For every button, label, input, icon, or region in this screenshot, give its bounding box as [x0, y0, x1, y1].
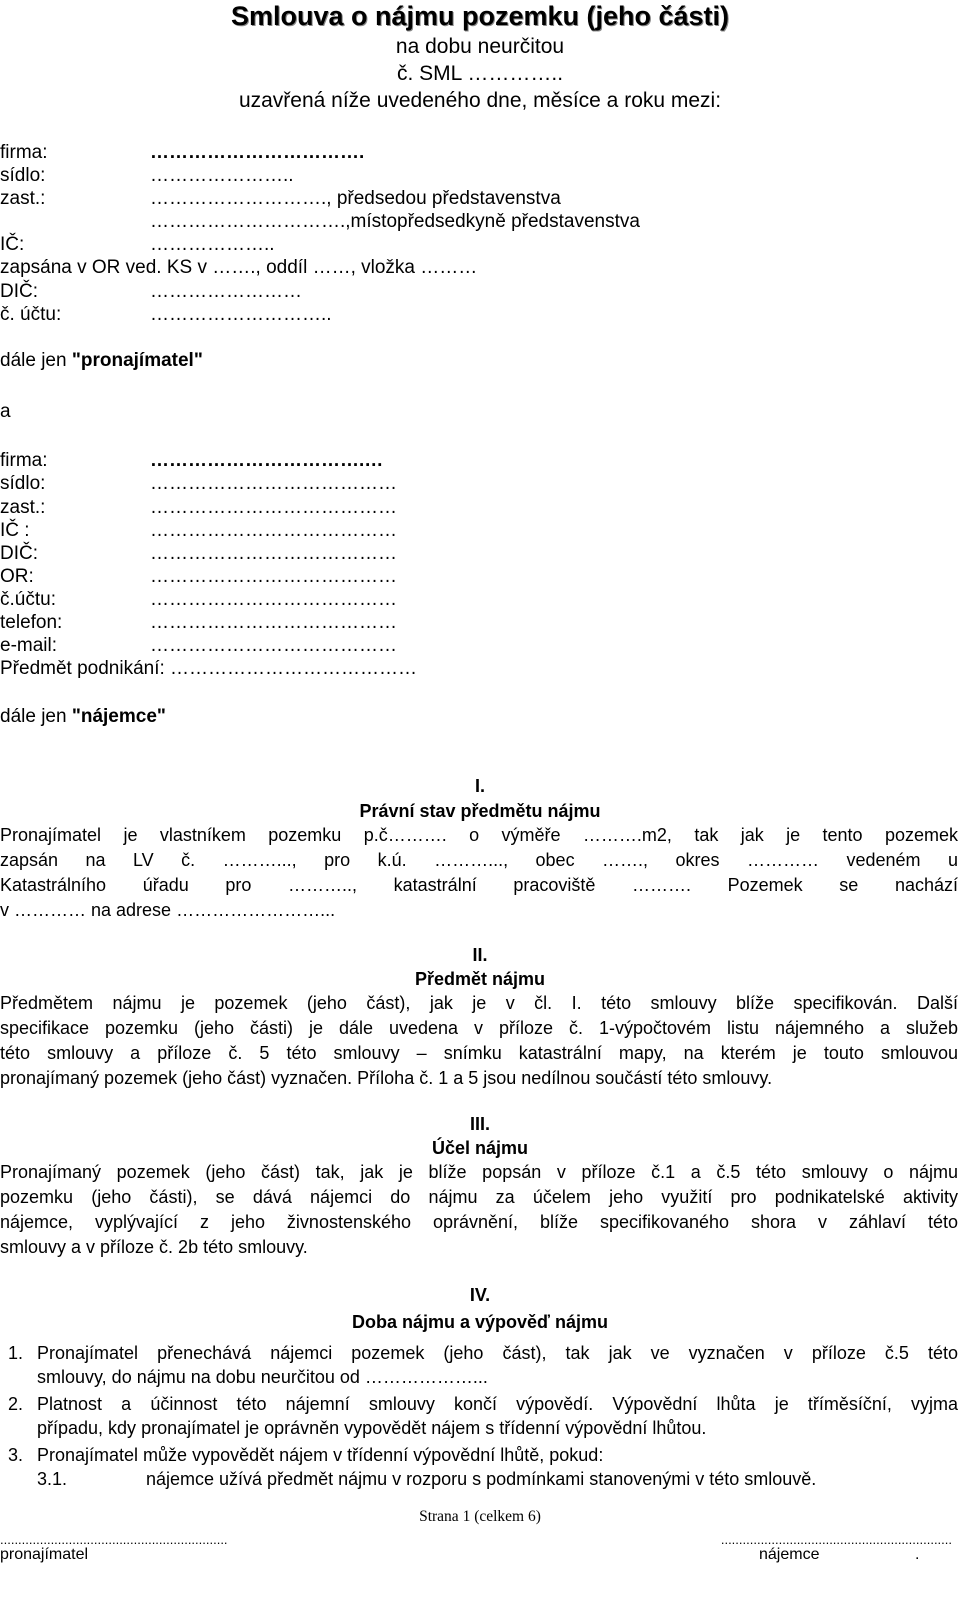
section-2-title: Předmět nájmu [414, 969, 546, 989]
section-4-title: Doba nájmu a výpověď nájmu [352, 1312, 608, 1332]
list-item-number: 1. [8, 1343, 24, 1363]
landlord-signature-label: pronajímatel [0, 1546, 89, 1563]
tenant-signature-label: nájemce [759, 1546, 820, 1563]
landlord-ic-label: IČ: [0, 234, 25, 255]
tenant-ic-value: ………………………………… [150, 520, 397, 541]
landlord-alias: dále jen "pronajímatel" [0, 350, 203, 371]
list-item-continued: smlouvy, do nájmu na dobu neurčitou od ………………... [37, 1367, 488, 1387]
tenant-account-value: ………………………………… [150, 589, 397, 610]
tenant-zast-label: zast.: [0, 497, 46, 518]
section-3-text: Pronajímaný pozemek (jeho část) tak, jak je blíže popsán v příloze č.1 a č.5 této smlouvy o nájmu pozemku (jeho části), se dává nájemci do nájmu za účelem jeho využití pro podnikatelské aktivity nájemce, vyplývající z jeho živnostenského oprávnění, blíže specifikovaného shora v záhlaví této smlouvy a v příloze č. 2b této smlouvy. [0, 1162, 958, 1257]
tenant-dic-label: DIČ: [0, 543, 38, 564]
tenant-zast-value: ………………………………… [150, 497, 397, 518]
landlord-sidlo-value: ………………….. [150, 165, 294, 186]
tenant-signature-dot: . [915, 1546, 920, 1563]
contract-number: č. SML ………….. [396, 62, 564, 85]
list-item: Platnost a účinnost této nájemní smlouvy končí výpovědí. Výpovědní lhůta je tříměsíční, vyjma [37, 1394, 958, 1414]
term-line: na dobu neurčitou [395, 35, 565, 58]
tenant-ic-label: IČ : [0, 520, 30, 541]
list-item-number: 3. [8, 1445, 24, 1465]
tenant-or-value: ………………………………… [150, 566, 397, 587]
landlord-firma-label: firma: [0, 142, 48, 163]
list-item-continued: případu, kdy pronajímatel je oprávněn vypovědět nájem s třídenní výpovědní lhůtou. [37, 1418, 707, 1438]
page-number: Strana 1 (celkem 6) [419, 1508, 541, 1525]
landlord-sidlo-label: sídlo: [0, 165, 46, 186]
tenant-sidlo-value: ………………………………… [150, 473, 397, 494]
section-4-number: IV. [469, 1285, 491, 1305]
landlord-account-label: č. účtu: [0, 304, 62, 325]
section-3-title: Účel nájmu [431, 1138, 529, 1158]
landlord-dic-value: …………………… [150, 281, 302, 302]
sub-item: nájemce užívá předmět nájmu v rozporu s podmínkami stanovenými v této smlouvě. [146, 1469, 817, 1489]
tenant-business: Předmět podnikání: ………………………………… [0, 658, 418, 679]
landlord-ic-value: ……………….. [150, 234, 275, 255]
landlord-zast-label: zast.: [0, 188, 46, 209]
section-2-number: II. [472, 945, 488, 965]
tenant-alias: dále jen "nájemce" [0, 706, 166, 727]
sub-item-number: 3.1. [37, 1469, 68, 1489]
document-title: Smlouva o nájmu pozemku (jeho části) [230, 1, 730, 31]
section-1-number: I. [474, 776, 485, 796]
tenant-firma-value: …………………………….… [150, 450, 384, 471]
tenant-signature-line: ................................................................ [720, 1532, 952, 1547]
tenant-phone-label: telefon: [0, 612, 63, 633]
tenant-email-value: ………………………………… [150, 635, 397, 656]
tenant-sidlo-label: sídlo: [0, 473, 46, 494]
tenant-account-label: č.účtu: [0, 589, 56, 610]
landlord-dic-label: DIČ: [0, 281, 38, 302]
tenant-email-label: e-mail: [0, 635, 58, 656]
section-3-number: III. [469, 1114, 490, 1134]
landlord-zast2-value: ………………………….,místopředsedkyně představenstva [150, 211, 640, 232]
list-item: Pronajímatel může vypovědět nájem v třídenní výpovědní lhůtě, pokud: [37, 1445, 604, 1465]
tenant-phone-value: ………………………………… [150, 612, 397, 633]
section-2-text: Předmětem nájmu je pozemek (jeho část), jak je v čl. I. této smlouvy blíže specifikován. Další specifikace pozemku (jeho části) je dále uvedena v příloze č. 1-výpočtovém listu nájemného a služeb této smlouvy a příloze č. 5 této smlouvy – snímku katastrální mapy, na kterém je touto smlouvou pronajímaný pozemek (jeho část) vyznačen. Příloha č. 1 a 5 jsou nedílnou součástí této smlouvy. [0, 993, 958, 1088]
landlord-firma-value: ……………………………. [150, 142, 365, 163]
tenant-dic-value: ………………………………… [150, 543, 397, 564]
landlord-account-value: ……………………….. [150, 304, 332, 325]
and-word: a [0, 401, 11, 422]
list-item: Pronajímatel přenechává nájemci pozemek (jeho část), tak jak ve vyznačen v příloze č.5 této [37, 1343, 958, 1363]
tenant-or-label: OR: [0, 566, 34, 587]
list-item-number: 2. [8, 1394, 24, 1414]
tenant-firma-label: firma: [0, 450, 48, 471]
section-1-title: Právní stav předmětu nájmu [359, 801, 601, 821]
landlord-signature-line: ............................................................... [0, 1532, 228, 1547]
section-1-text: Pronajímatel je vlastníkem pozemku p.č………. o výměře ……….m2, tak jak je tento pozemek zapsán na LV č. ………..., pro k.ú. ………..., obec ……., okres ………… vedeném u Katastrálního úřadu pro ……….., katastrální pracoviště ………. Pozemek se nachází v ………… na adrese ……………………... [0, 825, 958, 920]
landlord-or-line: zapsána v OR ved. KS v ……., oddíl ……, vložka ……… [0, 257, 478, 278]
landlord-zast-value: ………………………., předsedou představenstva [150, 188, 561, 209]
intro-line: uzavřená níže uvedeného dne, měsíce a roku mezi: [238, 89, 722, 112]
